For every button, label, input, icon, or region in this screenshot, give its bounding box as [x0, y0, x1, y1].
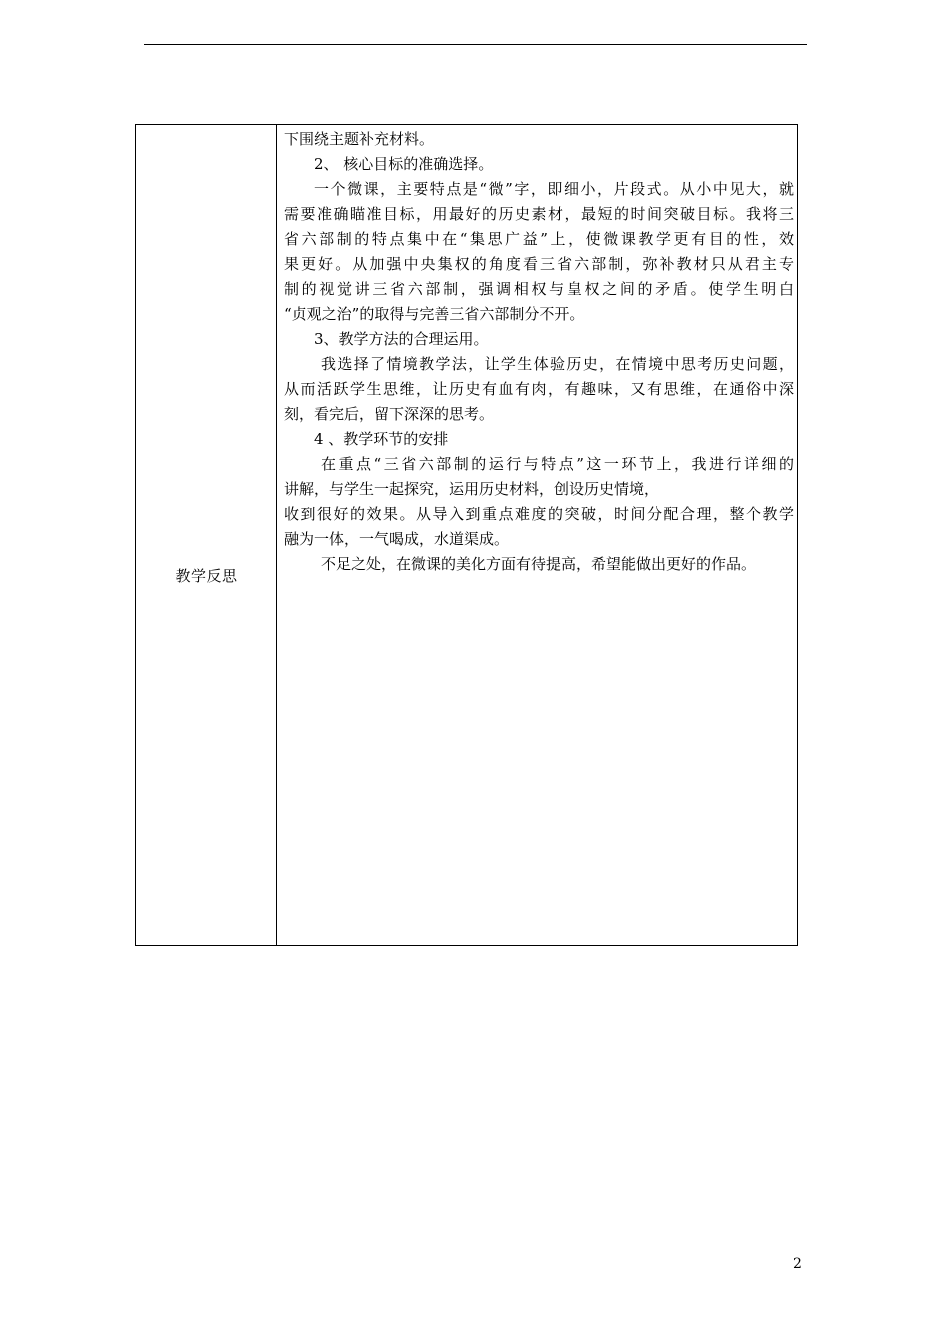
text-line: 不足之处，在微课的美化方面有待提高，希望能做出更好的作品。	[321, 555, 757, 573]
text-line: 需要准确瞄准目标，用最好的历史素材，最短的时间突破目标。我将三	[284, 205, 794, 223]
subheading-core-goal: 2、 核心目标的准确选择。	[314, 155, 494, 173]
page-number: 2	[793, 1256, 802, 1272]
text-line: 从而活跃学生思维，让历史有血有肉，有趣味，又有思维，在通俗中深	[284, 380, 794, 398]
text-line: 融为一体，一气喝成，水道渠成。	[284, 530, 510, 548]
text-line: 一个微课，主要特点是“微”字，即细小，片段式。从小中见大，就	[314, 180, 794, 198]
reflection-table	[135, 124, 798, 946]
subheading-teaching-method: 3、教学方法的合理运用。	[314, 330, 489, 348]
text-line: 制的视觉讲三省六部制，强调相权与皇权之间的矛盾。使学生明白	[284, 280, 794, 298]
label-cell	[136, 125, 277, 945]
text-line: 在重点“三省六部制的运行与特点”这一环节上，我进行详细的	[321, 455, 794, 473]
text-line: 刻，看完后，留下深深的思考。	[284, 405, 495, 423]
text-line: 省六部制的特点集中在“集思广益”上，使微课教学更有目的性，效	[284, 230, 794, 248]
text-line: 收到很好的效果。从导入到重点难度的突破，时间分配合理，整个教学	[284, 505, 794, 523]
subheading-teaching-steps: 4 、教学环节的安排	[314, 430, 449, 448]
header-rule	[144, 44, 807, 45]
text-line: 果更好。从加强中央集权的角度看三省六部制，弥补教材只从君主专	[284, 255, 794, 273]
text-line: 讲解，与学生一起探究，运用历史材料，创设历史情境，	[284, 480, 660, 498]
text-line: 我选择了情境教学法，让学生体验历史，在情境中思考历史问题，	[321, 355, 794, 373]
text-line: “贞观之治”的取得与完善三省六部制分不开。	[284, 305, 585, 323]
text-line: 下围绕主题补充材料。	[284, 130, 435, 148]
section-label: 教学反思	[175, 567, 238, 585]
content-cell	[284, 125, 794, 577]
